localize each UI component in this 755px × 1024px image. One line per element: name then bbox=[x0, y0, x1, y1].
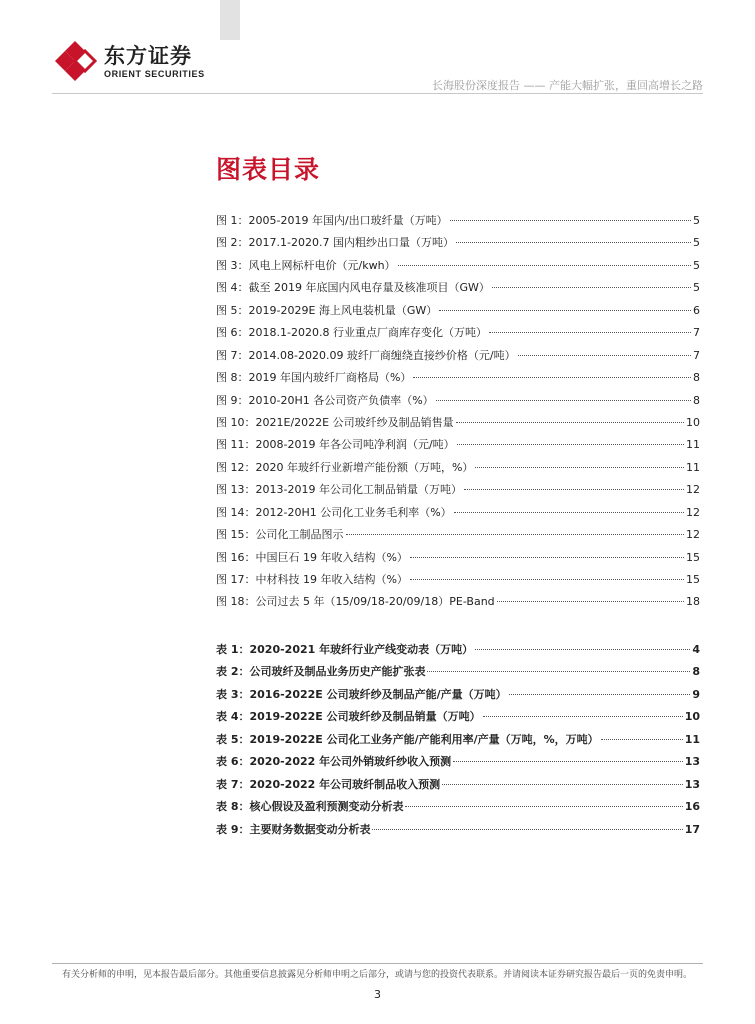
toc-entry-label: 表 2：公司玻纤及制品业务历史产能扩张表 bbox=[216, 665, 426, 679]
toc-entry-label: 图 5：2019-2029E 海上风电装机量（GW） bbox=[216, 303, 438, 317]
toc-table-entry[interactable] bbox=[216, 796, 700, 818]
toc-leader-dots bbox=[442, 784, 683, 785]
toc-table-entry[interactable] bbox=[216, 774, 700, 796]
toc-leader-dots bbox=[413, 377, 691, 378]
toc-entry-page: 8 bbox=[693, 393, 700, 407]
toc-figure-entry[interactable] bbox=[216, 569, 700, 591]
toc-entry-label: 图 4：截至 2019 年底国内风电存量及核准项目（GW） bbox=[216, 281, 490, 295]
toc-entry-page: 5 bbox=[693, 258, 700, 272]
toc-leader-dots bbox=[427, 671, 690, 672]
toc-leader-dots bbox=[475, 649, 690, 650]
footer-disclaimer: 有关分析师的申明，见本报告最后部分。其他重要信息披露见分析师申明之后部分，或请与您的投资代表联系。并请阅读本证券研究报告最后一页的免责申明。 bbox=[62, 970, 693, 980]
toc-entry-label: 表 6：2020-2022 年公司外销玻纤纱收入预测 bbox=[216, 755, 452, 769]
toc-entry-page: 5 bbox=[693, 236, 700, 250]
toc-entry-label: 表 9：主要财务数据变动分析表 bbox=[216, 822, 371, 836]
toc-table-entry[interactable] bbox=[216, 661, 700, 683]
toc-leader-dots bbox=[439, 310, 691, 311]
company-logo bbox=[52, 38, 212, 84]
toc-entry-label: 图 13：2013-2019 年公司化工制品销量（万吨） bbox=[216, 483, 462, 497]
toc-leader-dots bbox=[492, 287, 691, 288]
toc-entry-label: 图 2：2017.1-2020.7 国内粗纱出口量（万吨） bbox=[216, 236, 454, 250]
toc-leader-dots bbox=[518, 355, 691, 356]
page-number: 3 bbox=[374, 988, 381, 1001]
toc-leader-dots bbox=[398, 265, 691, 266]
toc-table-entry[interactable] bbox=[216, 684, 700, 706]
orient-securities-logo-icon bbox=[52, 38, 98, 84]
toc-entry-label: 图 14：2012-20H1 公司化工业务毛利率（%） bbox=[216, 505, 452, 519]
toc-entry-page: 11 bbox=[686, 460, 700, 474]
toc-figure-entry[interactable] bbox=[216, 412, 700, 434]
brand-name-cn: 东方证券 bbox=[104, 44, 192, 68]
toc-leader-dots bbox=[450, 220, 691, 221]
toc-leader-dots bbox=[464, 489, 684, 490]
toc-entry-label: 图 15：公司化工制品图示 bbox=[216, 528, 344, 542]
toc-entry-label: 图 9：2010-20H1 各公司资产负债率（%） bbox=[216, 393, 434, 407]
toc-title: 图表目录 bbox=[216, 155, 321, 184]
toc-table-entry[interactable] bbox=[216, 729, 700, 751]
toc-entry-label: 图 6：2018.1-2020.8 行业重点厂商库存变化（万吨） bbox=[216, 326, 487, 340]
table-list bbox=[216, 639, 700, 841]
toc-figure-entry[interactable] bbox=[216, 367, 700, 389]
toc-table-entry[interactable] bbox=[216, 706, 700, 728]
toc-leader-dots bbox=[372, 829, 682, 830]
header-divider bbox=[52, 93, 703, 94]
toc-entry-page: 12 bbox=[686, 505, 700, 519]
toc-entry-page: 4 bbox=[692, 643, 700, 656]
toc-entry-label: 图 10：2021E/2022E 公司玻纤纱及制品销售量 bbox=[216, 415, 454, 429]
toc-entry-label: 图 16：中国巨石 19 年收入结构（%） bbox=[216, 550, 408, 564]
toc-leader-dots bbox=[405, 806, 682, 807]
toc-entry-label: 图 7：2014.08-2020.09 玻纤厂商缠绕直接纱价格（元/吨） bbox=[216, 348, 516, 362]
toc-entry-label: 表 5：2019-2022E 公司化工业务产能/产能利用率/产量（万吨，%，万吨） bbox=[216, 732, 599, 746]
toc-entry-page: 13 bbox=[684, 755, 700, 769]
header-decoration-bar bbox=[220, 0, 240, 40]
toc-leader-dots bbox=[453, 761, 683, 762]
footer-divider bbox=[52, 963, 703, 964]
toc-leader-dots bbox=[601, 739, 683, 740]
toc-table-entry[interactable] bbox=[216, 819, 700, 841]
toc-entry-page: 16 bbox=[684, 800, 700, 814]
toc-figure-entry[interactable] bbox=[216, 547, 700, 569]
toc-entry-page: 11 bbox=[686, 438, 700, 452]
toc-entry-label: 表 8：核心假设及盈利预测变动分析表 bbox=[216, 800, 404, 814]
toc-leader-dots bbox=[457, 444, 684, 445]
toc-entry-label: 图 12：2020 年玻纤行业新增产能份额（万吨，%） bbox=[216, 460, 474, 474]
toc-figure-entry[interactable] bbox=[216, 277, 700, 299]
toc-entry-label: 图 3：风电上网标杆电价（元/kwh） bbox=[216, 258, 396, 272]
toc-entry-page: 11 bbox=[684, 732, 700, 746]
toc-entry-page: 5 bbox=[693, 214, 700, 227]
toc-entry-page: 5 bbox=[693, 281, 700, 295]
toc-figure-entry[interactable] bbox=[216, 524, 700, 546]
toc-table-entry[interactable] bbox=[216, 751, 700, 773]
toc-figure-entry[interactable] bbox=[216, 300, 700, 322]
toc-leader-dots bbox=[436, 400, 691, 401]
toc-leader-dots bbox=[456, 422, 684, 423]
toc-figure-entry[interactable] bbox=[216, 457, 700, 479]
toc-entry-page: 15 bbox=[686, 573, 700, 586]
toc-figure-entry[interactable] bbox=[216, 210, 700, 232]
toc-entry-page: 15 bbox=[686, 550, 700, 564]
toc-entry-page: 10 bbox=[686, 415, 700, 429]
toc-entry-page: 7 bbox=[693, 348, 700, 362]
toc-entry-label: 图 18：公司过去 5 年（15/09/18-20/09/18）PE-Band bbox=[216, 595, 495, 609]
toc-figure-entry[interactable] bbox=[216, 502, 700, 524]
toc-entry-page: 10 bbox=[684, 710, 700, 724]
toc-leader-dots bbox=[475, 467, 684, 468]
toc-leader-dots bbox=[410, 557, 684, 558]
toc-entry-label: 表 4：2019-2022E 公司玻纤纱及制品销量（万吨） bbox=[216, 710, 481, 724]
toc-entry-label: 表 1：2020-2021 年玻纤行业产线变动表（万吨） bbox=[216, 643, 474, 656]
toc-figure-entry[interactable] bbox=[216, 255, 700, 277]
toc-entry-page: 8 bbox=[692, 665, 700, 679]
toc-entry-page: 12 bbox=[686, 483, 700, 497]
toc-leader-dots bbox=[456, 242, 691, 243]
toc-table-entry[interactable] bbox=[216, 639, 700, 661]
toc-figure-entry[interactable] bbox=[216, 232, 700, 254]
toc-entry-page: 18 bbox=[686, 595, 700, 609]
toc-figure-entry[interactable] bbox=[216, 479, 700, 501]
toc-figure-entry[interactable] bbox=[216, 390, 700, 412]
toc-entry-page: 12 bbox=[686, 528, 700, 542]
toc-entry-page: 7 bbox=[693, 326, 700, 340]
toc-entry-label: 图 17：中材科技 19 年收入结构（%） bbox=[216, 573, 408, 586]
report-subtitle: 长海股份深度报告 —— 产能大幅扩张，重回高增长之路 bbox=[432, 79, 703, 92]
toc-leader-dots bbox=[410, 579, 684, 580]
toc-leader-dots bbox=[454, 512, 684, 513]
toc-figure-entry[interactable] bbox=[216, 322, 700, 344]
toc-entry-label: 表 7：2020-2022 年公司玻纤制品收入预测 bbox=[216, 777, 441, 791]
toc-leader-dots bbox=[483, 716, 683, 717]
toc-entry-page: 13 bbox=[684, 777, 700, 791]
toc-leader-dots bbox=[346, 534, 685, 535]
toc-entry-label: 图 11：2008-2019 年各公司吨净利润（元/吨） bbox=[216, 438, 455, 452]
toc-entry-label: 表 3：2016-2022E 公司玻纤纱及制品产能/产量（万吨） bbox=[216, 687, 507, 701]
figure-list bbox=[216, 210, 700, 614]
toc-figure-entry[interactable] bbox=[216, 345, 700, 367]
toc-entry-label: 图 8：2019 年国内玻纤厂商格局（%） bbox=[216, 371, 412, 385]
toc-figure-entry[interactable] bbox=[216, 591, 700, 613]
toc-entry-page: 9 bbox=[692, 687, 700, 701]
toc-leader-dots bbox=[509, 694, 691, 695]
toc-leader-dots bbox=[497, 601, 684, 602]
toc-entry-page: 17 bbox=[684, 822, 700, 836]
toc-entry-label: 图 1：2005-2019 年国内/出口玻纤量（万吨） bbox=[216, 214, 448, 227]
toc-figure-entry[interactable] bbox=[216, 434, 700, 456]
toc-leader-dots bbox=[489, 332, 691, 333]
brand-name-en: ORIENT SECURITIES bbox=[104, 69, 205, 79]
toc-entry-page: 6 bbox=[693, 303, 700, 317]
toc-entry-page: 8 bbox=[693, 371, 700, 385]
